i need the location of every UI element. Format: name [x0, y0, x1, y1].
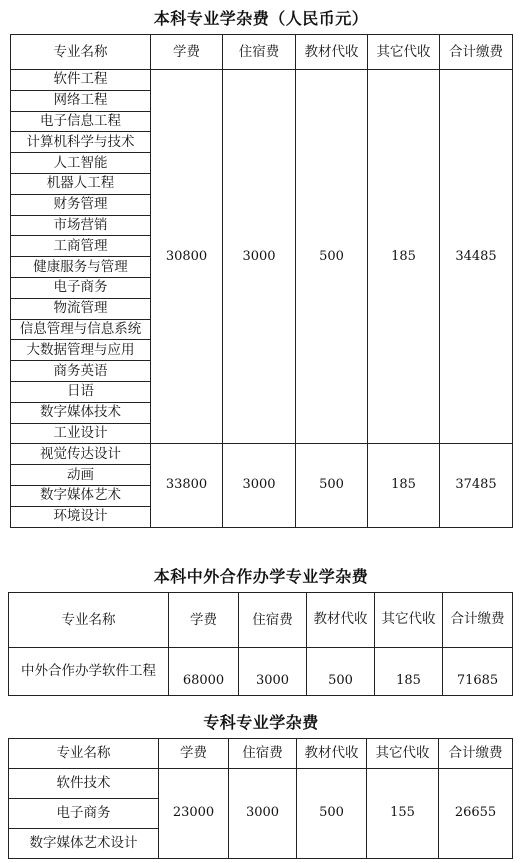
major-name-cell: 信息管理与信息系统	[11, 319, 151, 340]
header-total: 合计缴费	[440, 35, 513, 70]
accommodation-cell: 3000	[223, 70, 296, 444]
major-name-cell: 数字媒体技术	[11, 402, 151, 423]
tuition-cell: 33800	[151, 444, 223, 527]
header-accommodation: 住宿费	[229, 739, 297, 769]
table-row	[11, 444, 513, 465]
textbook-cell: 500	[307, 648, 375, 696]
header-major: 专业名称	[9, 739, 159, 769]
header-row	[9, 593, 513, 648]
major-name-cell: 电子信息工程	[11, 111, 151, 132]
total-cell: 37485	[440, 444, 513, 527]
header-other: 其它代收	[368, 35, 440, 70]
major-name-cell: 数字媒体艺术设计	[9, 829, 159, 859]
major-name-cell: 物流管理	[11, 298, 151, 319]
major-name-cell: 动画	[11, 465, 151, 486]
table-row	[9, 648, 513, 696]
accommodation-cell: 3000	[229, 769, 297, 859]
major-name-cell: 电子商务	[9, 799, 159, 829]
textbook-cell: 500	[296, 70, 368, 444]
section-title-junior: 专科专业学杂费	[203, 713, 319, 732]
header-tuition: 学费	[151, 35, 223, 70]
total-cell: 71685	[443, 648, 513, 696]
tuition-cell: 23000	[159, 769, 229, 859]
other-cell: 185	[375, 648, 443, 696]
major-name-cell: 大数据管理与应用	[11, 340, 151, 361]
table-row	[11, 70, 513, 91]
other-cell: 185	[368, 70, 440, 444]
header-tuition: 学费	[159, 739, 229, 769]
major-name-cell: 人工智能	[11, 153, 151, 174]
major-name-cell: 商务英语	[11, 361, 151, 382]
section-title-joint: 本科中外合作办学专业学杂费	[153, 567, 369, 586]
other-cell: 185	[368, 444, 440, 527]
header-other: 其它代收	[367, 739, 439, 769]
major-name-cell: 数字媒体艺术	[11, 485, 151, 506]
joint-program-fee-table	[8, 592, 513, 696]
major-name-cell: 电子商务	[11, 277, 151, 298]
major-name-cell: 计算机科学与技术	[11, 132, 151, 153]
header-tuition: 学费	[169, 593, 239, 648]
header-total: 合计缴费	[443, 593, 513, 648]
header-row	[11, 35, 513, 70]
header-major: 专业名称	[11, 35, 151, 70]
tuition-cell: 68000	[169, 648, 239, 696]
major-name-cell: 工业设计	[11, 423, 151, 444]
header-major: 专业名称	[9, 593, 169, 648]
tuition-cell: 30800	[151, 70, 223, 444]
header-textbook: 教材代收	[296, 35, 368, 70]
undergrad-fee-table	[10, 34, 513, 528]
major-name-cell: 软件技术	[9, 769, 159, 799]
header-total: 合计缴费	[439, 739, 513, 769]
major-name-cell: 中外合作办学软件工程	[9, 648, 169, 696]
major-name-cell: 软件工程	[11, 70, 151, 91]
header-textbook: 教材代收	[307, 593, 375, 648]
header-textbook: 教材代收	[297, 739, 367, 769]
junior-college-fee-table	[8, 738, 513, 859]
total-cell: 26655	[439, 769, 513, 859]
major-name-cell: 环境设计	[11, 506, 151, 527]
total-cell: 34485	[440, 70, 513, 444]
major-name-cell: 网络工程	[11, 90, 151, 111]
major-name-cell: 视觉传达设计	[11, 444, 151, 465]
header-accommodation: 住宿费	[239, 593, 307, 648]
textbook-cell: 500	[297, 769, 367, 859]
major-name-cell: 财务管理	[11, 194, 151, 215]
major-name-cell: 工商管理	[11, 236, 151, 257]
header-row	[9, 739, 513, 769]
section-title-undergrad: 本科专业学杂费（人民币元）	[153, 9, 369, 28]
major-name-cell: 日语	[11, 381, 151, 402]
header-accommodation: 住宿费	[223, 35, 296, 70]
major-name-cell: 机器人工程	[11, 173, 151, 194]
accommodation-cell: 3000	[223, 444, 296, 527]
header-other: 其它代收	[375, 593, 443, 648]
table-row	[9, 769, 513, 799]
other-cell: 155	[367, 769, 439, 859]
major-name-cell: 市场营销	[11, 215, 151, 236]
accommodation-cell: 3000	[239, 648, 307, 696]
textbook-cell: 500	[296, 444, 368, 527]
major-name-cell: 健康服务与管理	[11, 257, 151, 278]
